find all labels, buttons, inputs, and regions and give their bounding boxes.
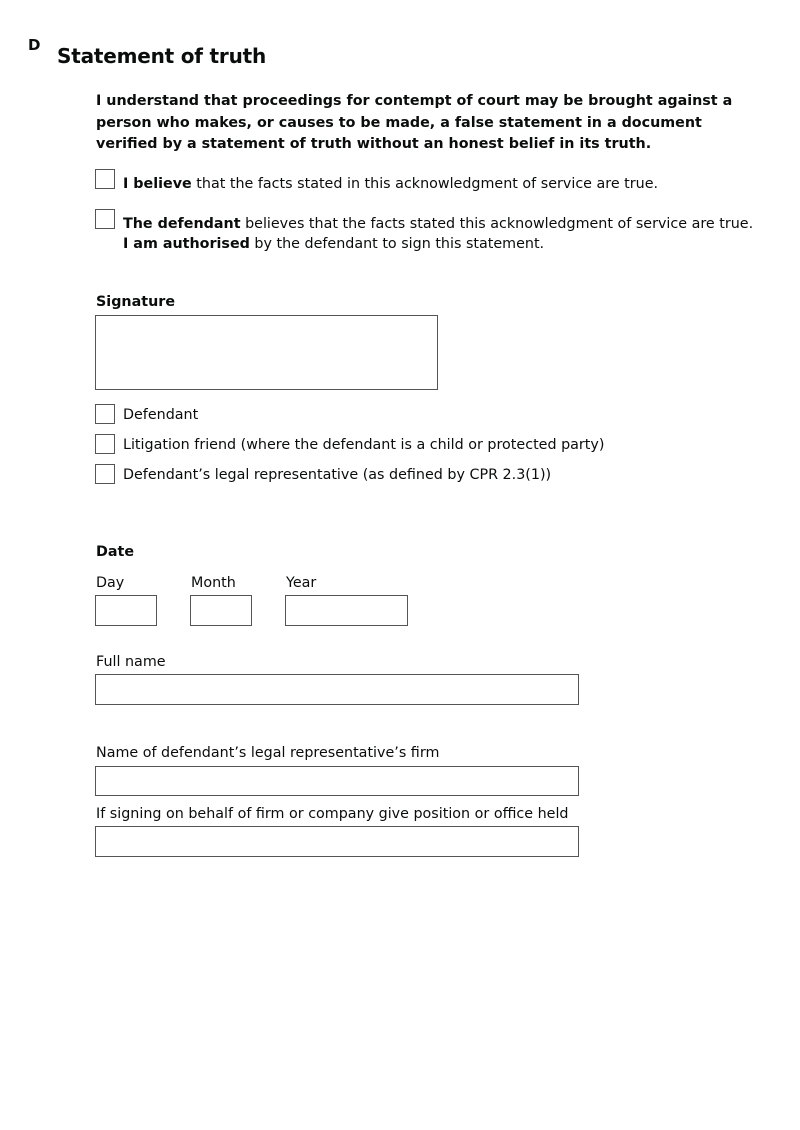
defendant-believes-bold: The defendant	[123, 216, 241, 232]
day-input[interactable]	[95, 595, 157, 626]
year-input[interactable]	[285, 595, 408, 626]
month-label: Month	[191, 575, 236, 591]
believe-option-bold: I believe	[123, 176, 192, 192]
date-label: Date	[96, 544, 135, 560]
signature-label: Signature	[96, 294, 176, 310]
section-letter: D	[28, 36, 41, 54]
month-input[interactable]	[190, 595, 252, 626]
signer-legal-rep-checkbox[interactable]	[95, 464, 115, 484]
defendant-believes-checkbox[interactable]	[95, 209, 115, 229]
defendant-believes-option-text	[123, 214, 763, 254]
firm-input[interactable]	[95, 766, 579, 796]
authorised-bold: I am authorised	[123, 236, 250, 252]
signer-defendant-checkbox[interactable]	[95, 404, 115, 424]
contempt-warning: I understand that proceedings for contempt of court may be brought against a person who makes, or causes to be made, a false statement in a document verified by a statement of truth without an honest belief in its truth.	[96, 93, 733, 152]
believe-checkbox[interactable]	[95, 169, 115, 189]
section-title: Statement of truth	[57, 44, 267, 68]
position-input[interactable]	[95, 826, 579, 857]
year-label: Year	[286, 575, 317, 591]
full-name-input[interactable]	[95, 674, 579, 705]
authorised-rest: by the defendant to sign this statement.	[249, 236, 545, 252]
defendant-believes-rest: believes that the facts stated this acknowledgment of service are true.	[240, 216, 754, 232]
signer-legal-rep-label: Defendant’s legal representative (as defined by CPR 2.3(1))	[123, 467, 552, 483]
full-name-label: Full name	[96, 654, 166, 670]
signature-box[interactable]	[95, 315, 438, 390]
believe-option-text	[123, 174, 658, 194]
believe-option-rest: that the facts stated in this acknowledgment of service are true.	[191, 176, 659, 192]
day-label: Day	[96, 575, 125, 591]
signer-litigation-friend-label: Litigation friend (where the defendant is a child or protected party)	[123, 437, 605, 453]
firm-label: Name of defendant’s legal representative’s firm	[96, 745, 440, 761]
signer-defendant-label: Defendant	[123, 407, 199, 423]
position-label: If signing on behalf of firm or company give position or office held	[96, 806, 569, 822]
signer-litigation-friend-checkbox[interactable]	[95, 434, 115, 454]
